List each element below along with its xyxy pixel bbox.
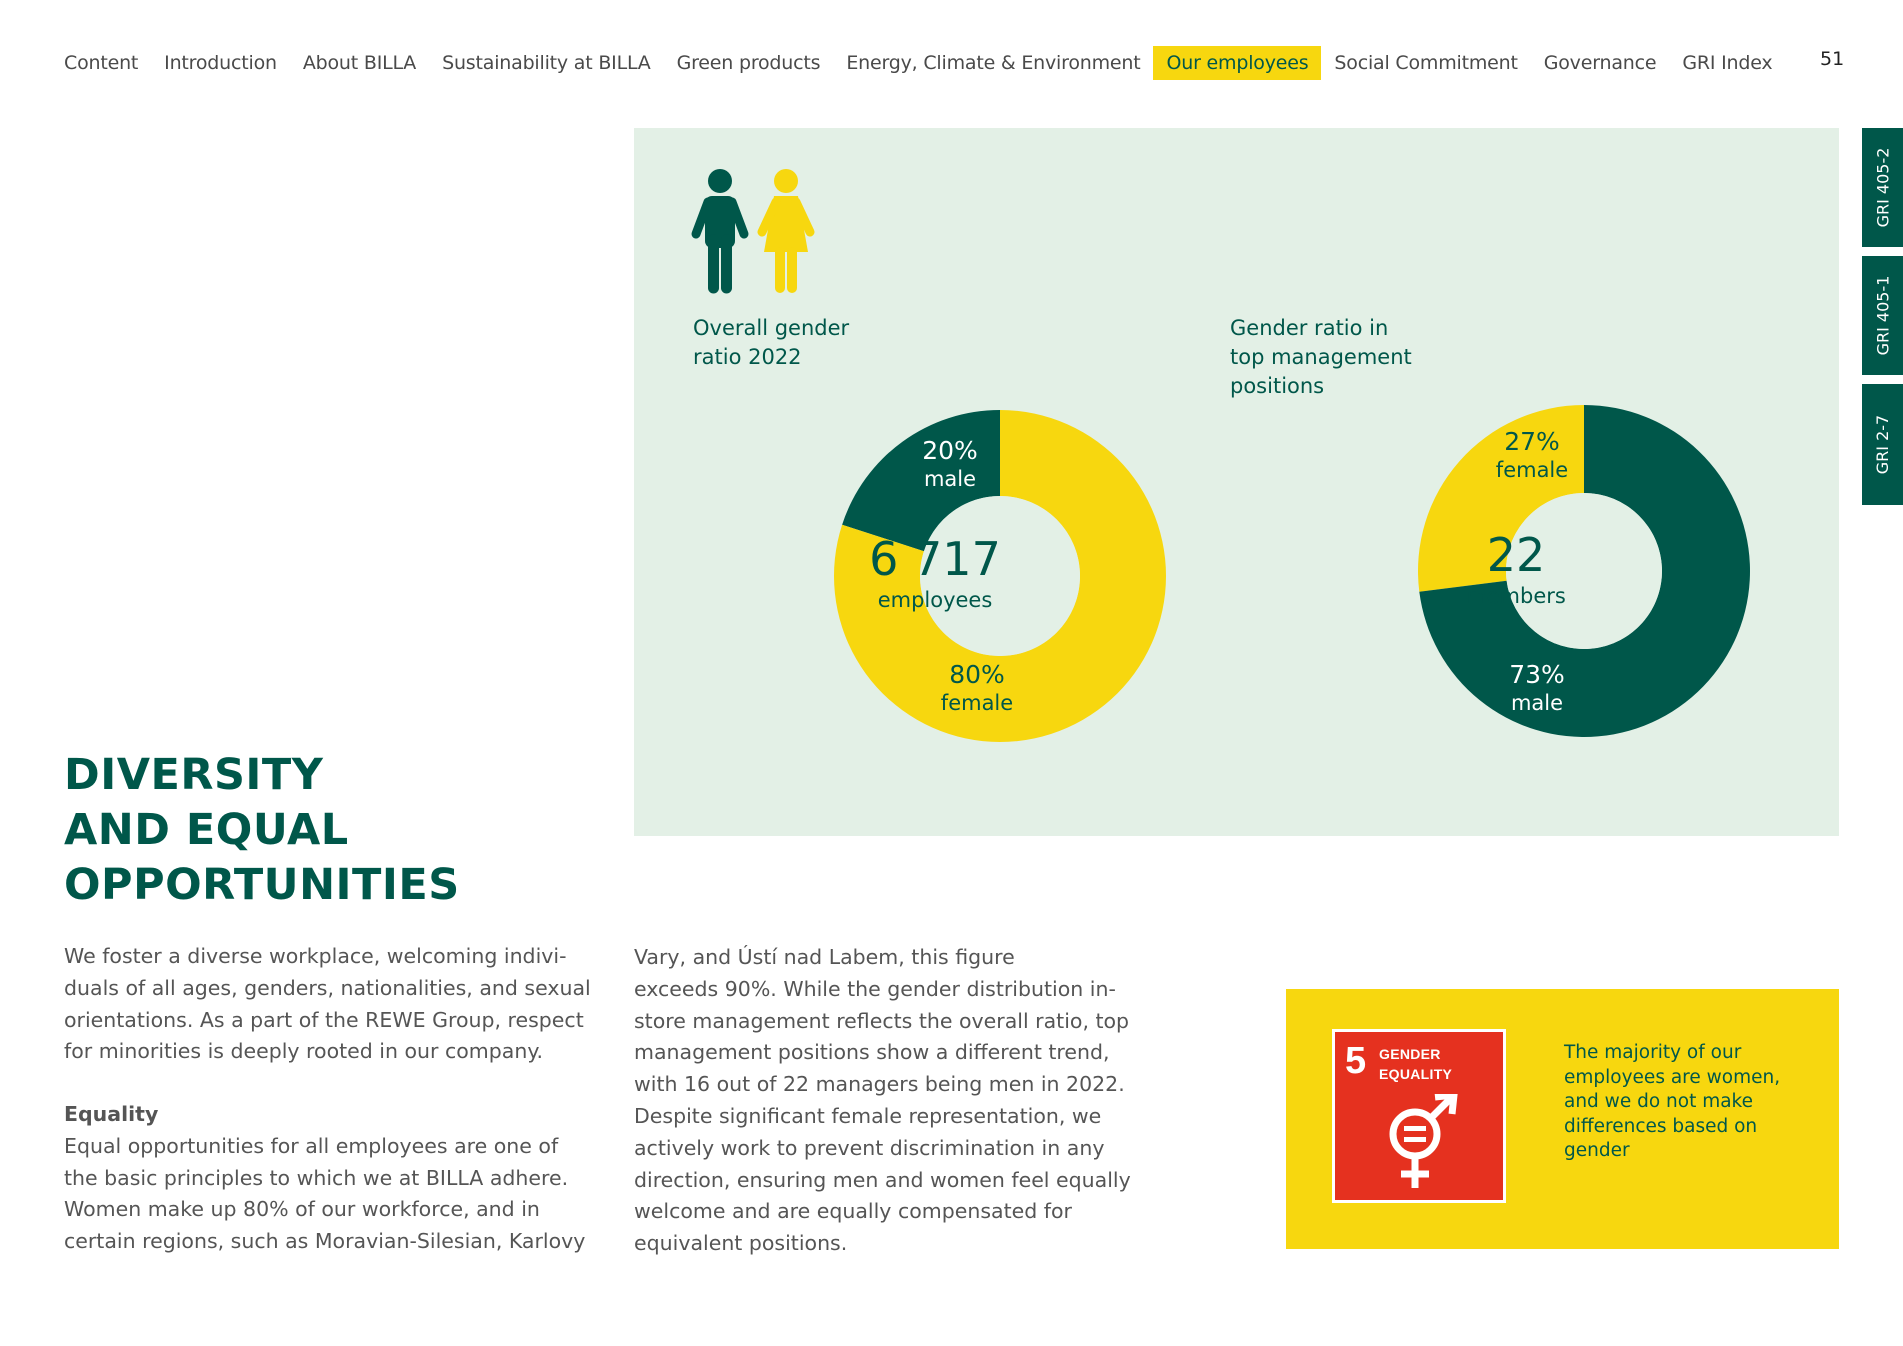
text-line: with 16 out of 22 managers being men in 2022. [634,1072,1125,1097]
heading-line: OPPORTUNITIES [64,860,460,910]
center-label-overall [860,532,1010,615]
equality-paragraph-continued [634,942,1131,1260]
slice-label-mgmt-male [1487,660,1587,718]
text-line: actively work to prevent discrimination in any [634,1135,1105,1160]
text-line: Women make up 80% of our workforce, and in [64,1197,540,1222]
slice-category: female [1495,458,1569,482]
heading-line: AND EQUAL [64,805,349,855]
nav-item-gri-index[interactable]: GRI Index [1682,52,1773,74]
intro-paragraph [64,941,591,1068]
center-value: 22 [1486,528,1546,582]
sdg-5-badge [1332,1029,1506,1203]
sdg-title-line: EQUALITY [1379,1066,1453,1082]
text-line: welcome and are equally compensated for [634,1199,1072,1224]
chart-title-line: Gender ratio in [1230,316,1389,340]
slice-percent: 20% [922,436,978,465]
slice-category: male [923,467,977,491]
text-line: gender [1564,1140,1630,1162]
nav-item-green-products[interactable]: Green products [676,52,821,74]
equality-heading: Equality [64,1102,159,1126]
nav-item-sustainability[interactable]: Sustainability at BILLA [442,52,651,74]
text-line: store management reflects the overall ratio, top [634,1008,1130,1033]
top-navigation [64,46,1785,80]
sdg-title-line: GENDER [1379,1046,1441,1062]
chart-title-line: positions [1230,374,1325,398]
nav-item-content[interactable]: Content [64,52,139,74]
sdg-statement [1564,1041,1814,1164]
slice-percent: 27% [1504,427,1560,456]
equality-section [64,1099,585,1258]
center-value: 6 717 [869,532,1001,586]
gri-tab-label: GRI 405-1 [1873,275,1892,356]
text-line: for minorities is deeply rooted in our company. [64,1039,544,1064]
slice-percent: 80% [949,660,1005,689]
section-heading [64,748,460,913]
sdg-callout [1286,989,1839,1249]
nav-item-governance[interactable]: Governance [1543,52,1657,74]
text-line: exceeds 90%. While the gender distribution in- [634,976,1116,1001]
nav-item-introduction[interactable]: Introduction [164,52,277,74]
slice-category: female [940,691,1014,715]
text-line: and we do not make [1564,1091,1753,1113]
text-line: orientations. As a part of the REWE Group, respect [64,1007,584,1032]
sdg-title [1379,1044,1452,1084]
text-line: We foster a diverse workplace, welcoming indivi- [64,944,567,968]
slice-label-overall-male [900,436,1000,494]
gender-equality-icon [1385,1094,1465,1194]
text-line: management positions show a different trend, [634,1040,1110,1065]
nav-item-social-commitment[interactable]: Social Commitment [1334,52,1518,74]
text-line: the basic principles to which we at BILLA adhere. [64,1165,569,1190]
text-line: equivalent positions. [634,1231,848,1256]
nav-item-about-billa[interactable]: About BILLA [302,52,417,74]
text-line: certain regions, such as Moravian-Silesian, Karlovy [64,1229,586,1254]
gri-tab-405-2[interactable] [1862,128,1903,247]
gri-tab-label: GRI 2-7 [1873,414,1893,475]
text-line: duals of all ages, genders, nationalities, and sexual [64,975,591,1000]
center-caption: members [1466,584,1566,608]
chart-title-line: ratio 2022 [693,345,802,369]
gender-ratio-panel [634,128,1839,836]
text-line: Vary, and Ústí nad Labem, this figure [634,945,1015,969]
text-line: differences based on [1564,1115,1758,1137]
gri-tab-2-7[interactable] [1862,384,1903,505]
center-caption: employees [877,588,993,612]
nav-item-energy-climate[interactable]: Energy, Climate & Environment [846,52,1141,74]
heading-line: DIVERSITY [64,750,324,800]
slice-label-mgmt-female [1482,427,1582,485]
slice-category: male [1510,691,1564,715]
text-line: employees are women, [1564,1066,1781,1088]
chart-title-line: Overall gender [693,316,850,340]
text-line: Despite significant female representation, we [634,1103,1102,1128]
chart-title-line: top management [1230,345,1412,369]
slice-percent: 73% [1509,660,1565,689]
gri-tab-405-1[interactable] [1862,256,1903,375]
donut-charts [634,128,1839,836]
text-line: The majority of our [1564,1042,1742,1063]
nav-item-our-employees[interactable]: Our employees [1153,46,1321,80]
slice-label-overall-female [927,660,1027,718]
gri-tab-label: GRI 405-2 [1873,147,1892,228]
sdg-number: 5 [1345,1040,1367,1082]
center-label-mgmt [1441,528,1591,611]
page-number: 51 [1820,48,1845,70]
text-line: Equal opportunities for all employees are one of [64,1133,559,1158]
text-line: direction, ensuring men and women feel equally [634,1167,1131,1192]
